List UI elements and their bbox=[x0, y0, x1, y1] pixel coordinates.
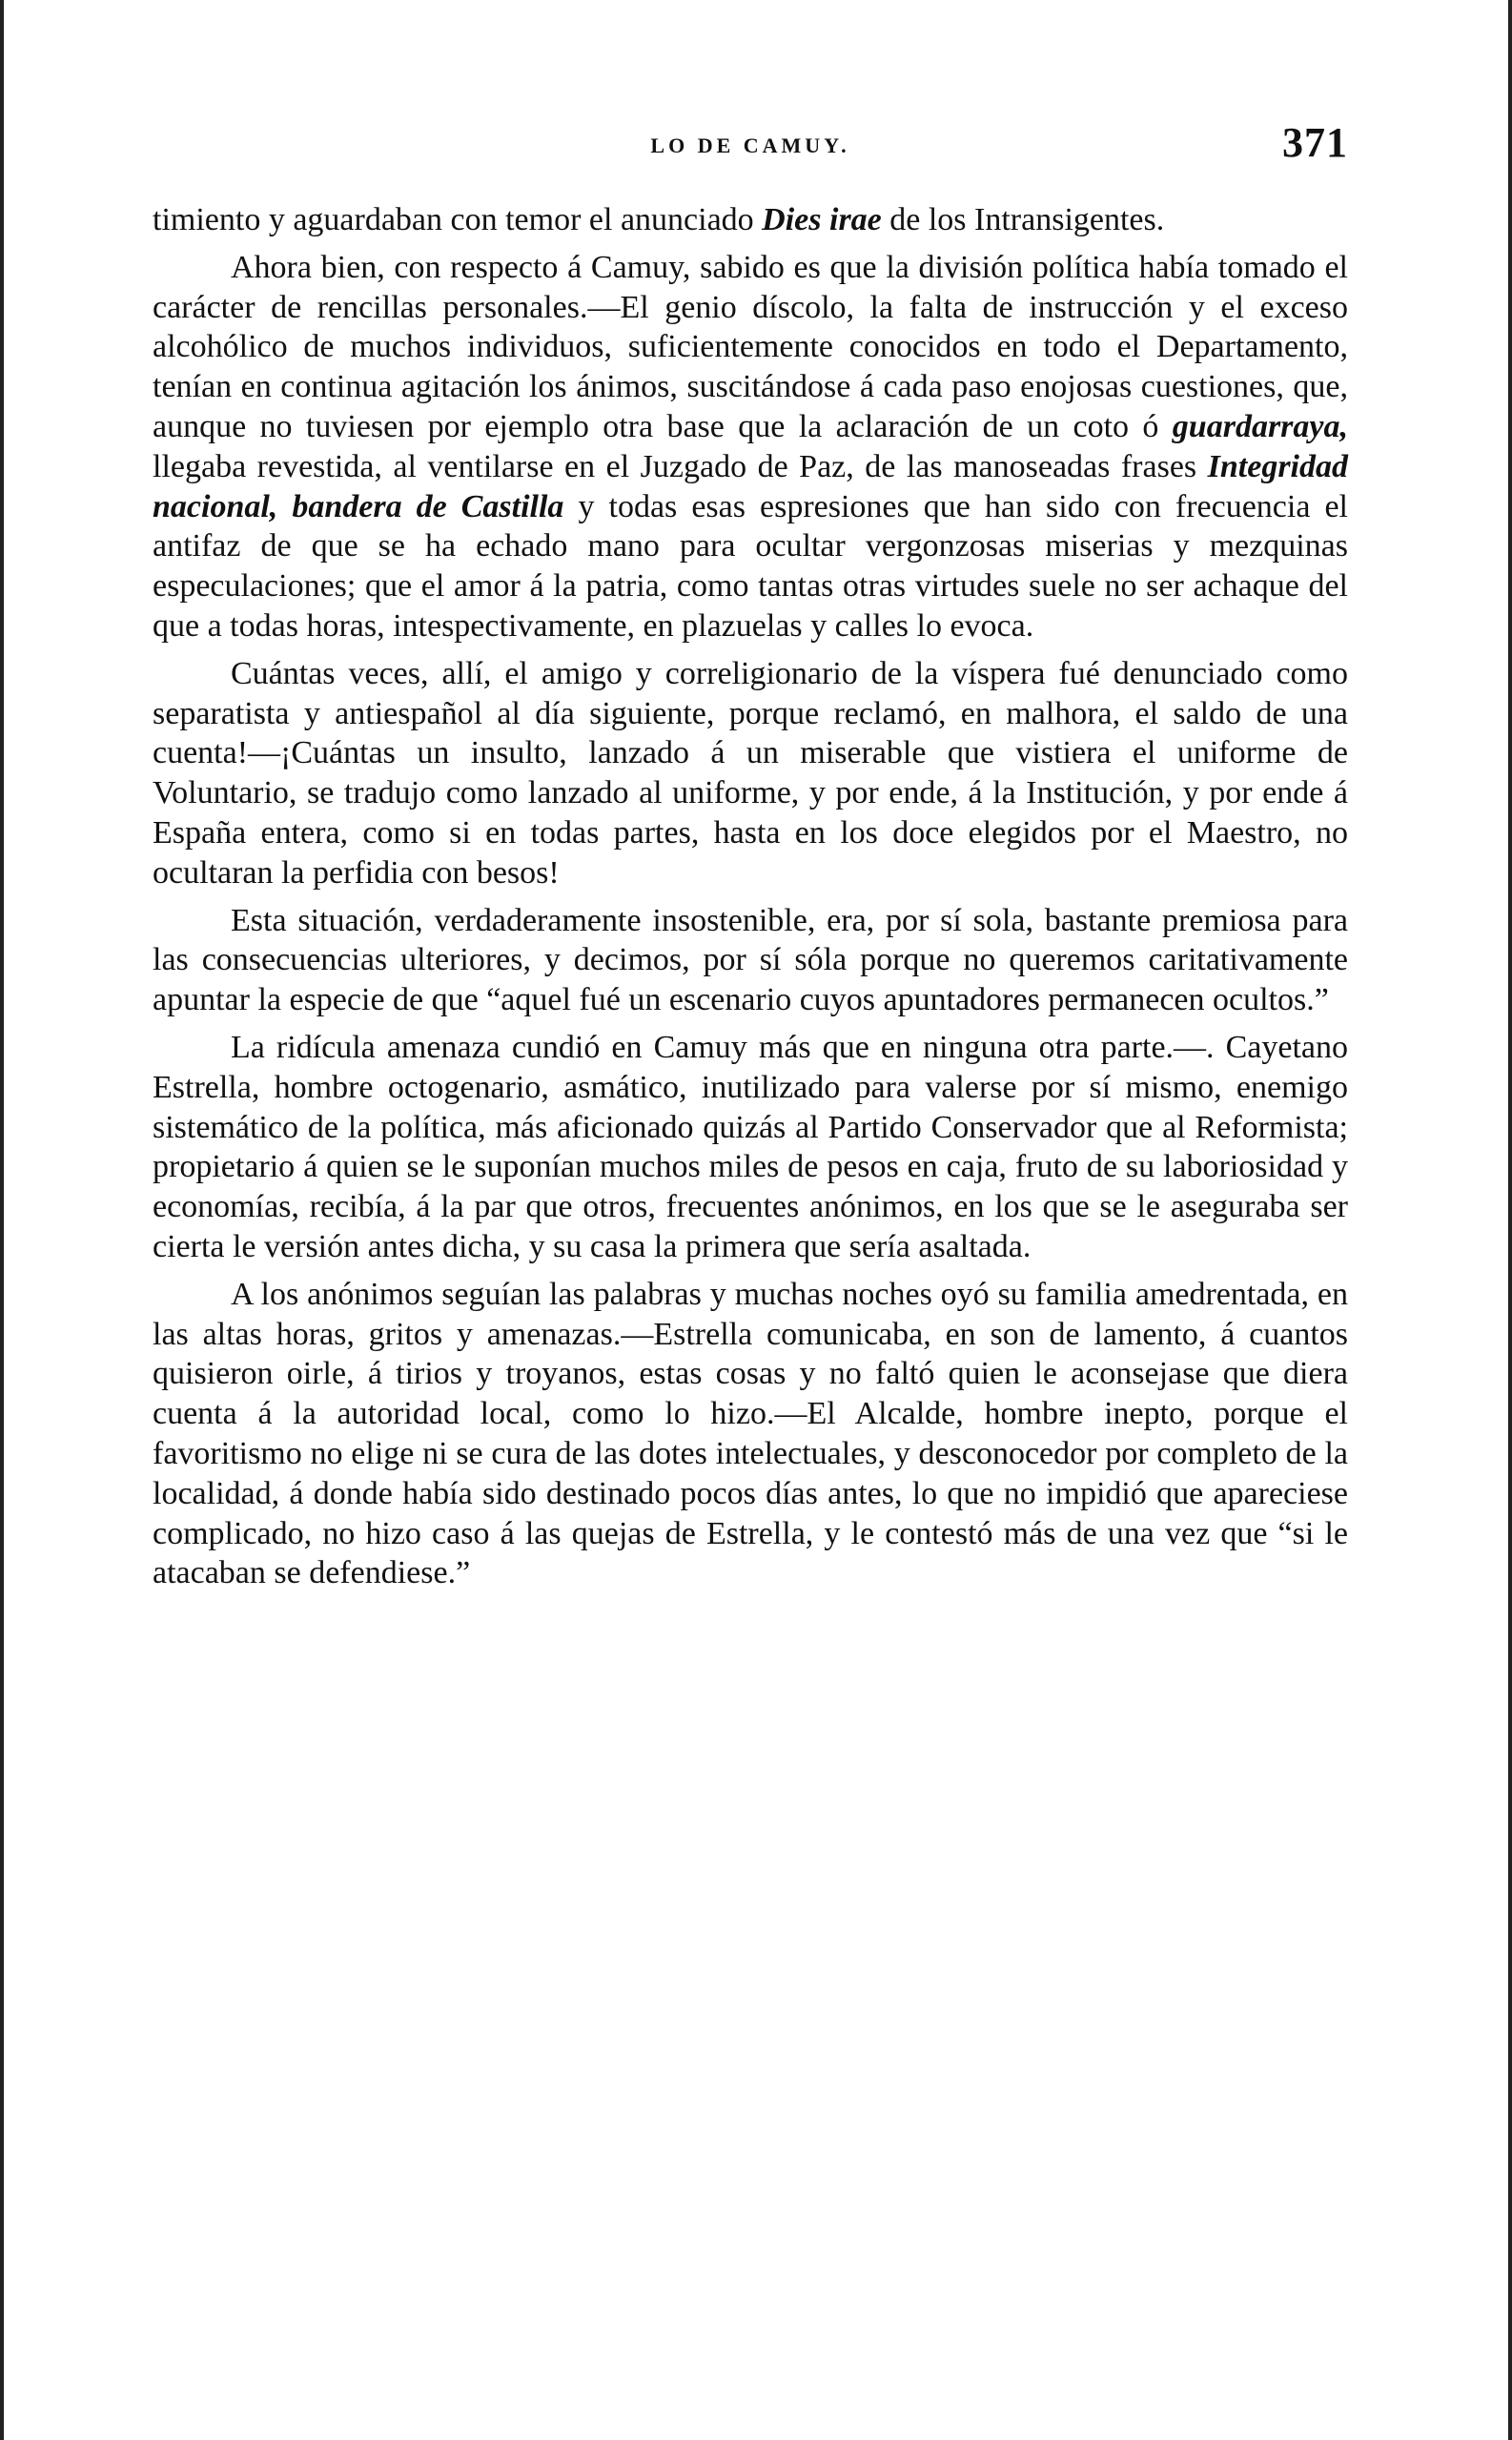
paragraph-2-text-middle: llegaba revestida, al ventilarse en el Juzgado de Paz, de las manoseadas frases bbox=[153, 448, 1208, 484]
italic-phrase-integridad: Integridad nacional, bandera de Castilla bbox=[153, 448, 1348, 524]
paragraph-2-text: Ahora bien, con respecto á Camuy, sabido es que la división política había tomado el carácter de rencillas personales.—El genio díscolo, la falta de instrucción y el exceso alcohólico de muchos individuos, suficientemente conocidos en todo el Departamento, tenían en continua agitación los ánimos, suscitándose á cada paso enojosas cuestiones, que, aunque no tuviesen por ejemplo otra base que la aclaración de un coto ó bbox=[153, 249, 1348, 444]
paragraph-6 bbox=[153, 1275, 1348, 1593]
paragraph-5-text: La ridícula amenaza cundió en Camuy más que en ninguna otra parte.—. Cayetano Estrella, hombre octogenario, asmático, inutilizado para valerse por sí mismo, enemigo sistemático de la política, más aficionado quizás al Partido Conservador que al Reformista; propietario á quien se le suponían muchos miles de pesos en caja, fruto de su laboriosidad y economías, recibía, á la par que otros, frecuentes anónimos, en los que se le aseguraba ser cierta le versión antes dicha, y su casa la primera que sería asaltada. bbox=[153, 1029, 1348, 1264]
paragraph-2-text-end: y todas esas espresiones que han sido con frecuencia el antifaz de que se ha echado mano para ocultar vergonzosas miserias y mezquinas especulaciones; que el amor á la patria, como tantas otras virtudes suele no ser achaque del que a todas horas, intespectivamente, en plazuelas y calles lo evoca. bbox=[153, 488, 1348, 644]
left-scan-border bbox=[0, 0, 4, 2440]
right-scan-border bbox=[1508, 0, 1512, 2440]
page-header bbox=[153, 113, 1348, 170]
running-head: LO DE CAMUY. bbox=[650, 133, 850, 157]
paragraph-1-text: timiento y aguardaban con temor el anunciado bbox=[153, 202, 763, 237]
italic-phrase-dies-irae: Dies irae bbox=[762, 202, 882, 237]
paragraph-4 bbox=[153, 901, 1348, 1020]
page-number: 371 bbox=[1282, 119, 1348, 166]
paragraph-3-text: Cuántas veces, allí, el amigo y correligionario de la víspera fué denunciado como separatista y antiespañol al día siguiente, porque reclamó, en malhora, el saldo de una cuenta!—¡Cuántas un insulto, lanzado á un miserable que vistiera el uniforme de Voluntario, se tradujo como lanzado al uniforme, y por ende, á la Institución, y por ende á España entera, como si en todas partes, hasta en los doce elegidos por el Maestro, no ocultaran la perfidia con besos! bbox=[153, 655, 1348, 891]
body-text bbox=[153, 200, 1348, 1601]
paragraph-2 bbox=[153, 248, 1348, 646]
paragraph-1-text-end: de los Intransigentes. bbox=[881, 202, 1165, 237]
paragraph-4-text: Esta situación, verdaderamente insostenible, era, por sí sola, bastante premiosa para las consecuencias ulteriores, y decimos, por sí sóla porque no queremos caritativamente apuntar la especie de que “aquel fué un escenario cuyos apuntadores permanecen ocultos.” bbox=[153, 902, 1348, 1018]
paragraph-5 bbox=[153, 1028, 1348, 1267]
paragraph-1 bbox=[153, 200, 1348, 240]
paragraph-3 bbox=[153, 654, 1348, 893]
paragraph-6-text: A los anónimos seguían las palabras y muchas noches oyó su familia amedrentada, en las altas horas, gritos y amenazas.—Estrella comunicaba, en son de lamento, á cuantos quisieron oirle, á tirios y troyanos, estas cosas y no faltó quien le aconsejase que diera cuenta á la autoridad local, como lo hizo.—El Alcalde, hombre inepto, porque el favoritismo no elige ni se cura de las dotes intelectuales, y desconocedor por completo de la localidad, á donde había sido destinado pocos días antes, lo que no impidió que apareciese complicado, no hizo caso á las quejas de Estrella, y le contestó más de una vez que “si le atacaban se defendiese.” bbox=[153, 1276, 1348, 1591]
italic-word-guardarraya: guardarraya, bbox=[1172, 408, 1348, 444]
